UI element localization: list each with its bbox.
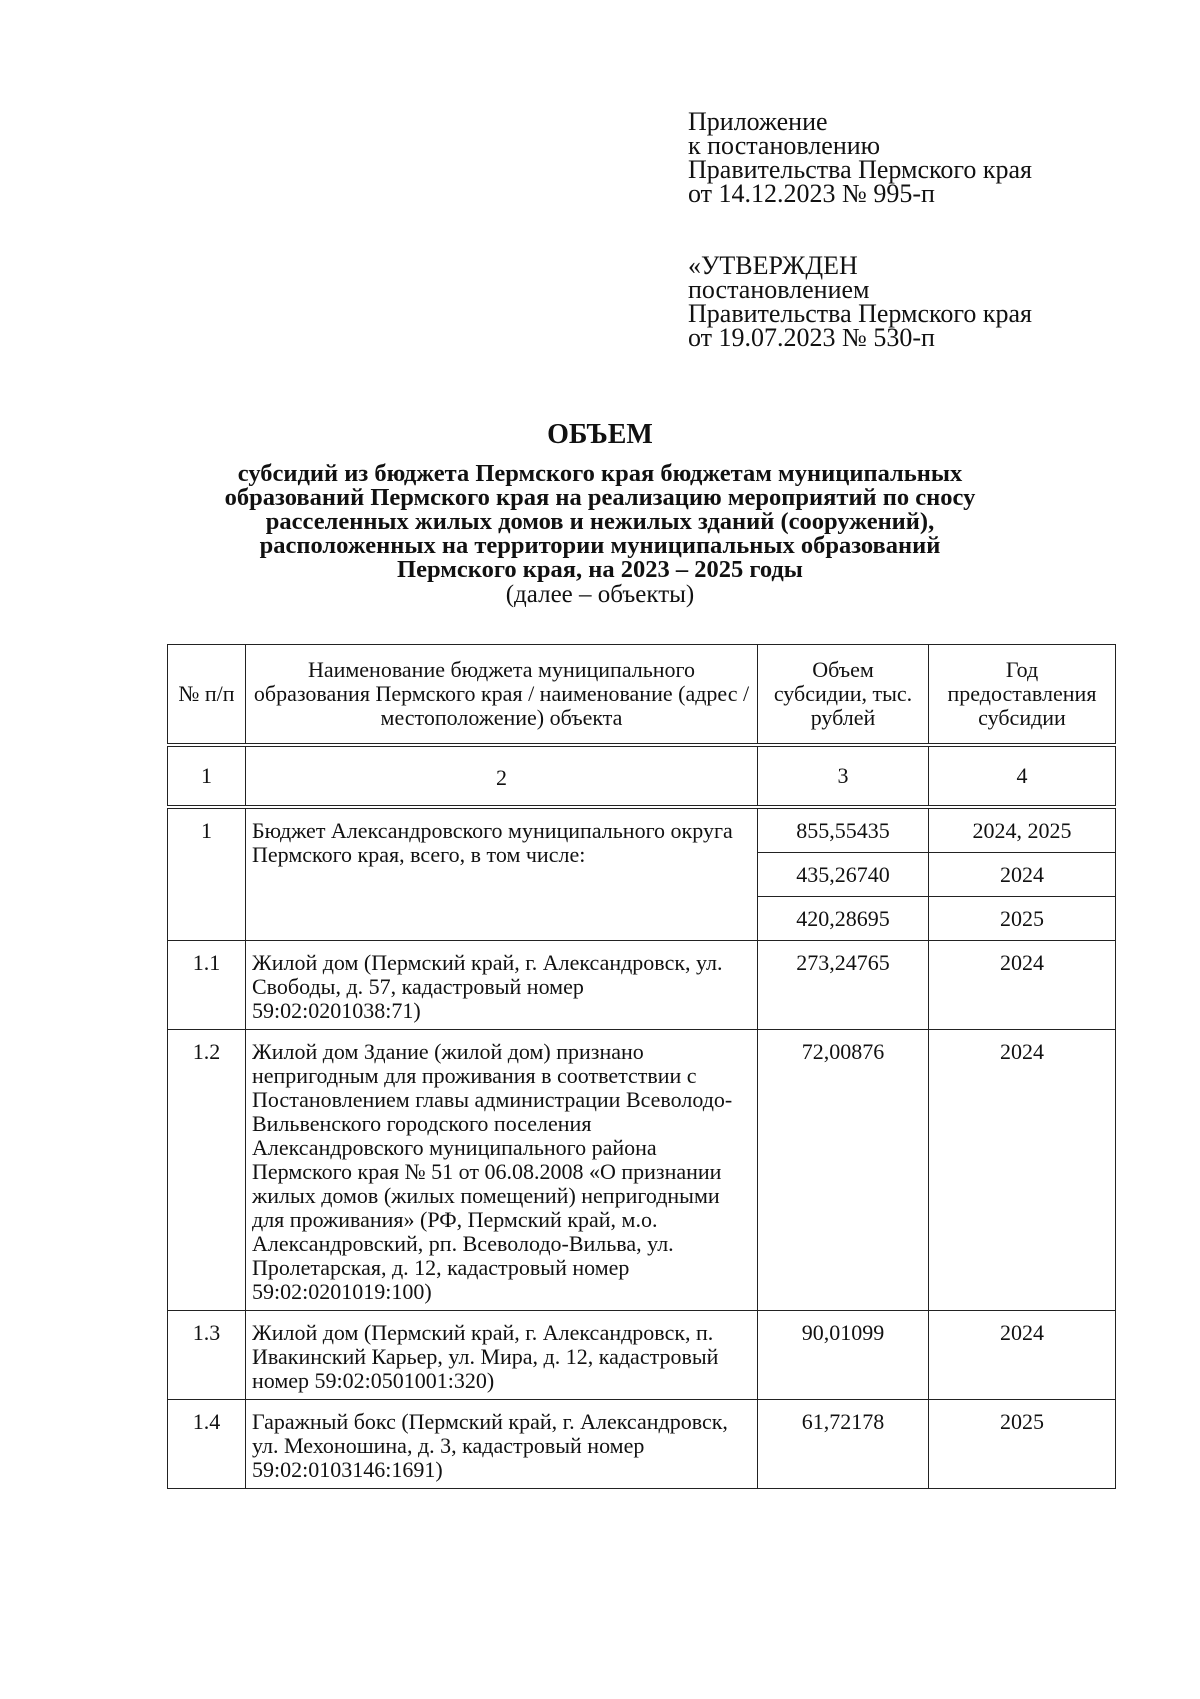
document-subtitle — [150, 462, 1050, 582]
column-number: 2 — [246, 745, 758, 807]
approval-stamp — [688, 251, 1032, 352]
approval-stamp-line: «УТВЕРЖДЕН — [688, 251, 858, 280]
subtitle-line: расположенных на территории муниципальных образований — [259, 532, 941, 559]
row-amount: 72,00876 — [758, 1030, 929, 1311]
row-amount: 273,24765 — [758, 941, 929, 1030]
approval-stamp-line: от 19.07.2023 № 530-п — [688, 323, 935, 352]
subtitle-line: субсидий из бюджета Пермского края бюджетам муниципальных — [237, 460, 963, 487]
header-amount: Объем субсидии, тыс. рублей — [758, 645, 929, 746]
column-number-row — [168, 745, 1116, 807]
row-year: 2024 — [929, 1030, 1116, 1311]
table-header-row — [168, 645, 1116, 746]
row-number: 1.2 — [168, 1030, 246, 1311]
appendix-stamp-line: к постановлению — [688, 131, 881, 160]
header-number: № п/п — [168, 645, 246, 746]
row-year: 2024, 2025 — [929, 807, 1116, 853]
row-amount: 855,55435 — [758, 807, 929, 853]
appendix-stamp-line: Приложение — [688, 107, 828, 136]
table-row — [168, 1311, 1116, 1400]
row-year: 2025 — [929, 1400, 1116, 1489]
row-year: 2024 — [929, 1311, 1116, 1400]
header-name: Наименование бюджета муниципального образования Пермского края / наименование (адрес / местоположение) объекта — [246, 645, 758, 746]
row-number: 1 — [168, 807, 246, 941]
row-name: Жилой дом Здание (жилой дом) признано непригодным для проживания в соответствии с Постановлением главы администрации Всеволодо-Вильвенского городского поселения Александровского муниципального района Пермского края № 51 от 06.08.2008 «О признании жилых домов (жилых помещений) непригодными для проживания» (РФ, Пермский край, м.о. Александровский, рп. Всеволодо-Вильва, ул. Пролетарская, д. 12, кадастровый номер 59:02:0201019:100) — [246, 1030, 758, 1311]
column-number: 4 — [929, 745, 1116, 807]
row-name: Жилой дом (Пермский край, г. Александровск, п. Ивакинский Карьер, ул. Мира, д. 12, кадастровый номер 59:02:0501001:320) — [246, 1311, 758, 1400]
row-number: 1.3 — [168, 1311, 246, 1400]
approval-stamp-line: постановлением — [688, 275, 870, 304]
table-row — [168, 807, 1116, 853]
row-amount: 61,72178 — [758, 1400, 929, 1489]
row-name: Гаражный бокс (Пермский край, г. Александровск, ул. Мехоношина, д. 3, кадастровый номер 59:02:0103146:1691) — [246, 1400, 758, 1489]
subtitle-line: образований Пермского края на реализацию мероприятий по сносу — [224, 484, 976, 511]
row-amount: 90,01099 — [758, 1311, 929, 1400]
row-number: 1.1 — [168, 941, 246, 1030]
row-year: 2024 — [929, 853, 1116, 897]
subsidy-table — [167, 644, 1116, 1489]
subtitle-line: Пермского края, на 2023 – 2025 годы — [397, 556, 803, 583]
appendix-stamp-line: Правительства Пермского края — [688, 155, 1032, 184]
row-year: 2024 — [929, 941, 1116, 1030]
table-row — [168, 1030, 1116, 1311]
row-year: 2025 — [929, 897, 1116, 941]
approval-stamp-line: Правительства Пермского края — [688, 299, 1032, 328]
subtitle-line: расселенных жилых домов и нежилых зданий (сооружений), — [265, 508, 935, 535]
document-heading — [150, 418, 1050, 608]
column-number: 1 — [168, 745, 246, 807]
appendix-stamp — [688, 107, 1032, 208]
table-row — [168, 941, 1116, 1030]
header-year: Год предоставления субсидии — [929, 645, 1116, 746]
row-amount: 420,28695 — [758, 897, 929, 941]
row-name: Бюджет Александровского муниципального округа Пермского края, всего, в том числе: — [246, 807, 758, 941]
row-number: 1.4 — [168, 1400, 246, 1489]
table-row — [168, 1400, 1116, 1489]
document-note: (далее – объекты) — [505, 581, 695, 608]
row-name: Жилой дом (Пермский край, г. Александровск, ул. Свободы, д. 57, кадастровый номер 59:02:0201038:71) — [246, 941, 758, 1030]
column-number: 3 — [758, 745, 929, 807]
document-title: ОБЪЕМ — [547, 419, 653, 450]
appendix-stamp-line: от 14.12.2023 № 995-п — [688, 179, 935, 208]
row-amount: 435,26740 — [758, 853, 929, 897]
